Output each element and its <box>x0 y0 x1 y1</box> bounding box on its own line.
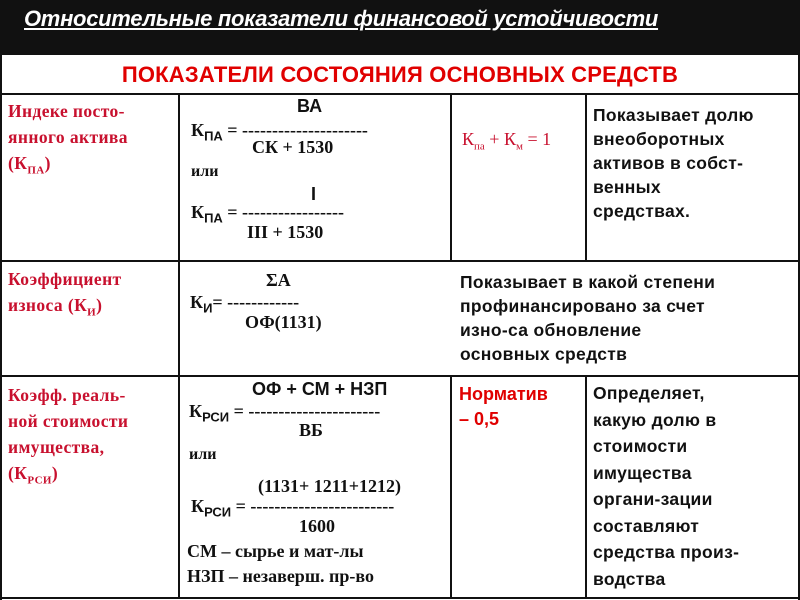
table-subtitle: ПОКАЗАТЕЛИ СОСТОЯНИЯ ОСНОВНЫХ СРЕДСТВ <box>121 62 679 87</box>
column-divider <box>450 93 452 260</box>
formula-denominator: ОФ(1131) <box>245 312 322 332</box>
formula-numerator: (1131+ 1211+1212) <box>258 476 402 496</box>
page-title: Относительные показатели финансовой устойчивости <box>24 6 659 31</box>
row3-name: Коэфф. реаль- ной стоимости имущества, $(К_{РСИ})$ <box>8 385 129 487</box>
formula-denominator: СК + 1530 <box>252 137 334 157</box>
row-divider <box>0 260 800 262</box>
column-divider <box>585 93 587 260</box>
formula-or: или <box>191 163 219 180</box>
row-divider <box>0 597 800 599</box>
formula-note: СМ – сырье и мат-лы <box>187 541 364 561</box>
formula-note: НЗП – незаверш. пр-во <box>187 566 374 586</box>
row2-description: Показывает в какой степени профинансировано за счет изно-са обновление основных средств <box>460 272 716 364</box>
row-divider <box>0 375 800 377</box>
row3-norm: Норматив – 0,5 <box>459 384 548 429</box>
formula-numerator: ОФ + СМ + НЗП <box>252 379 388 399</box>
formula-line: $К_{ПА}$ = ----------------- <box>191 202 344 226</box>
column-divider <box>178 93 180 599</box>
formula-line: $К_{РСИ}$ = ------------------------ <box>191 496 395 520</box>
column-divider <box>450 375 452 599</box>
formula-numerator: ВА <box>297 96 323 116</box>
formula-denominator: ВБ <box>299 420 323 440</box>
formula-line: $К_{ПА}$ = --------------------- <box>191 120 368 144</box>
column-divider <box>585 375 587 599</box>
row2-name: Коэффициент износа $(К_И)$ <box>8 269 122 319</box>
formula-numerator: ΣА <box>266 270 291 290</box>
formula-numerator: I <box>311 184 317 204</box>
row-divider <box>0 93 800 95</box>
formula-line: $К_И=$ ------------ <box>190 292 300 316</box>
formula-or: или <box>189 446 217 463</box>
formula-line: $К_{РСИ}$ = ---------------------- <box>189 401 381 425</box>
row1-name: Индеке посто- янного актива $(К_{ПА})$ <box>8 101 128 177</box>
formula-denominator: 1600 <box>299 516 335 536</box>
formula-denominator: III + 1530 <box>247 222 324 242</box>
row1-description: Показывает долю внеоборотных активов в собст- венных средствах. <box>593 105 754 221</box>
row3-description: Определяет, какую долю в стоимости имущества органи-зации составляют средства произ- водства <box>593 383 740 589</box>
row1-norm: $К_{па} + К_м = 1$ <box>462 129 552 153</box>
